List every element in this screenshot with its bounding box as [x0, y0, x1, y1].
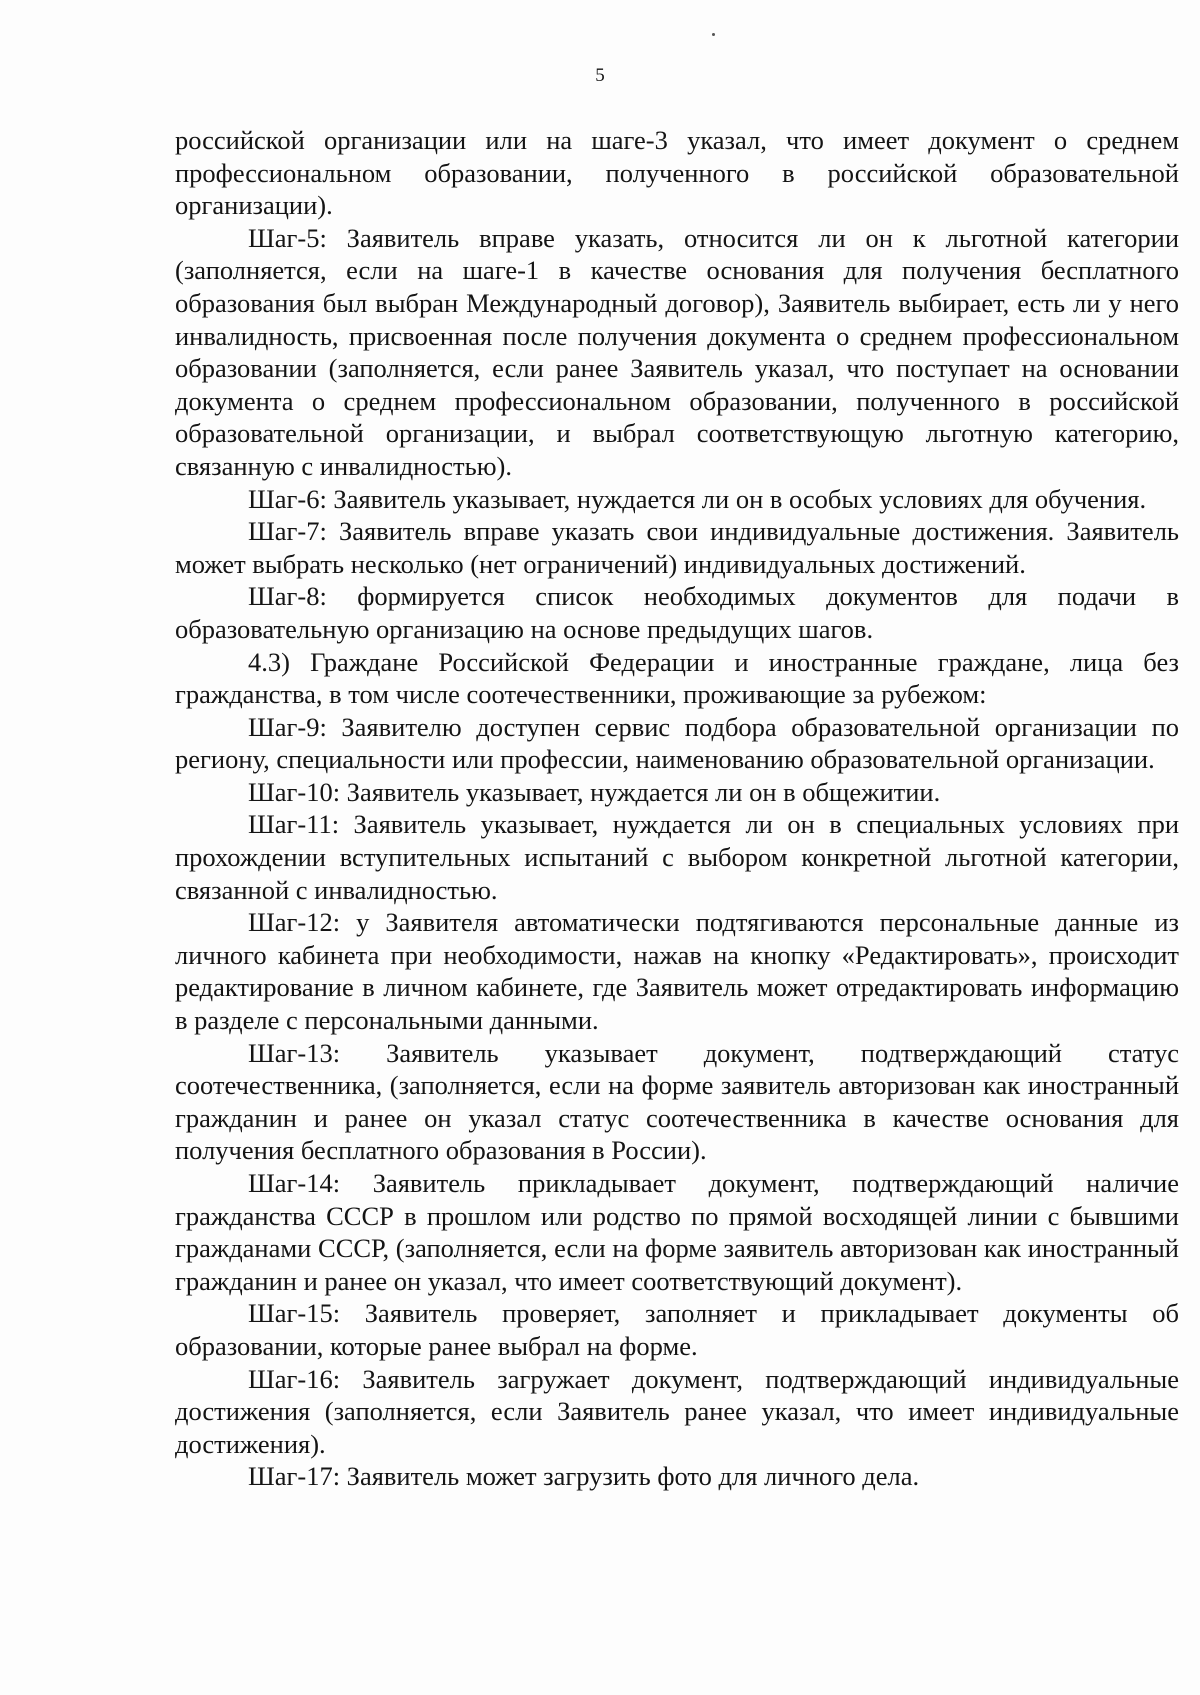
- paragraph-step-6: Шаг-6: Заявитель указывает, нуждается ли он в особых условиях для обучения.: [248, 483, 1147, 514]
- paragraph-step-13: Шаг-13: Заявитель указывает документ, подтверждающий статус соотечественника, (заполняется, если на форме заявитель авторизован как иностранный гражданин и ранее он указал статус соотечественника в качестве основания для получения бесплатного образования в России).: [175, 1037, 1179, 1166]
- paragraph-step-16: Шаг-16: Заявитель загружает документ, подтверждающий индивидуальные достижения (заполняется, если Заявитель ранее указал, что имеет индивидуальные достижения).: [175, 1363, 1179, 1459]
- paragraph-step-9: Шаг-9: Заявителю доступен сервис подбора образовательной организации по региону, специальности или профессии, наименованию образовательной организации.: [175, 711, 1179, 775]
- paragraph-section-4-3: 4.3) Граждане Российской Федерации и иностранные граждане, лица без гражданства, в том числе соотечественники, проживающие за рубежом:: [175, 646, 1179, 710]
- scan-speck: [712, 33, 715, 36]
- paragraph-step-7: Шаг-7: Заявитель вправе указать свои индивидуальные достижения. Заявитель может выбрать несколько (нет ограничений) индивидуальных достижений.: [175, 516, 1179, 579]
- document-body: [175, 124, 1179, 1493]
- paragraph-step-14: Шаг-14: Заявитель прикладывает документ, подтверждающий наличие гражданства СССР в прошлом или родство по прямой восходящей линии с бывшими гражданами СССР, (заполняется, если на форме заявитель авторизован как иностранный гражданин и ранее он указал, что имеет соответствующий документ).: [175, 1168, 1179, 1296]
- paragraph-continuation: российской организации или на шаге-3 указал, что имеет документ о среднем профессиональном образовании, полученного в российской образовательной организации).: [175, 125, 1179, 221]
- paragraph-step-10: Шаг-10: Заявитель указывает, нуждается ли он в общежитии.: [248, 776, 941, 807]
- paragraph-step-11: Шаг-11: Заявитель указывает, нуждается ли он в специальных условиях при прохождении вступительных испытаний с выбором конкретной льготной категории, связанной с инвалидностью.: [175, 809, 1179, 905]
- paragraph-step-8: Шаг-8: формируется список необходимых документов для подачи в образовательную организацию на основе предыдущих шагов.: [175, 581, 1179, 644]
- page-number: 5: [595, 65, 605, 86]
- paragraph-step-15: Шаг-15: Заявитель проверяет, заполняет и прикладывает документы об образовании, которые ранее выбрал на форме.: [175, 1298, 1179, 1361]
- paragraph-step-5: Шаг-5: Заявитель вправе указать, относится ли он к льготной категории (заполняется, если на шаге-1 в качестве основания для получения бесплатного образования был выбран Международный договор), Заявитель выбирает, есть ли у него инвалидность, присвоенная после получения документа о среднем профессиональном образовании (заполняется, если ранее Заявитель указал, что поступает на основании документа о среднем профессиональном образовании, полученного в российской образовательной организации, и выбрал соответствующую льготную категорию, связанную с инвалидностью).: [175, 222, 1179, 481]
- paragraph-step-12: Шаг-12: у Заявителя автоматически подтягиваются персональные данные из личного кабинета при необходимости, нажав на кнопку «Редактировать», происходит редактирование в личном кабинете, где Заявитель может отредактировать информацию в разделе с персональными данными.: [175, 907, 1179, 1036]
- paragraph-step-17: Шаг-17: Заявитель может загрузить фото для личного дела.: [248, 1461, 920, 1492]
